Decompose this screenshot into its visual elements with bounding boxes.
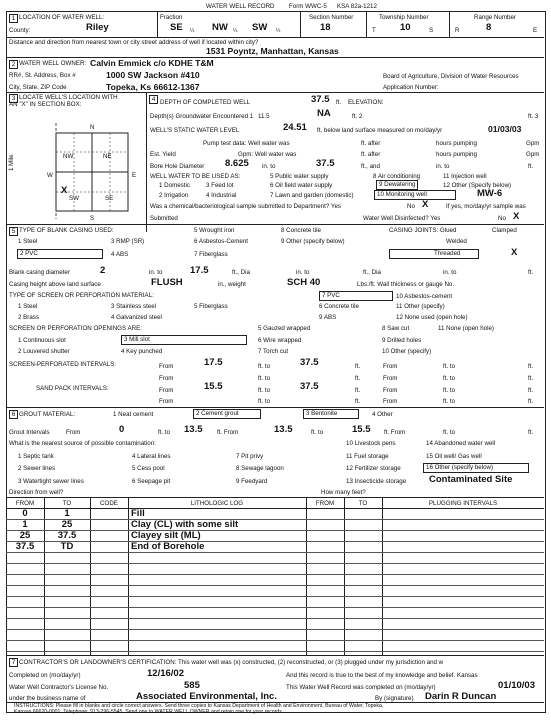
address-label: RR#, St. Address, Box # (9, 72, 76, 79)
log-column-divider (90, 497, 91, 655)
county-label: County: (9, 27, 31, 34)
well-id: MW-6 (477, 188, 503, 199)
north-label: N (90, 124, 95, 131)
grout-to-2: 15.5 (352, 424, 371, 435)
log-row-description: Clayey silt (ML) (131, 530, 201, 541)
section-7-number: 7 (9, 658, 18, 667)
pvc-screen-option[interactable]: 7 PVC (319, 291, 393, 301)
section-location-grid (22, 117, 140, 231)
log-column-divider (128, 497, 129, 655)
screen-material-label: TYPE OF SCREEN OR PERFORATION MATERIAL: (9, 292, 154, 299)
sand-from-1: 15.5 (204, 381, 223, 392)
dewatering-option[interactable]: 9 Dewatering (376, 180, 418, 190)
mile-label: 1 Mile (8, 154, 15, 171)
casing-to: 17.5 (190, 265, 209, 276)
section-3-number: 3 (9, 94, 18, 103)
log-row-divider (6, 618, 544, 619)
city-label: City, State, ZIP Code (9, 84, 67, 91)
signature: Darin R Duncan (425, 691, 497, 702)
sand-to-1: 37.5 (300, 381, 319, 392)
bore-value: 8.625 (225, 158, 249, 169)
owner-label: WATER WELL OWNER: (19, 60, 87, 67)
monitoring-well-option[interactable]: 10 Monitoring well (374, 190, 456, 200)
disinfected-no-mark: X (513, 211, 520, 222)
county-value: Riley (86, 22, 109, 33)
form-number: Form WWC-5 (289, 3, 327, 10)
log-row-from: 1 (22, 519, 28, 530)
section-1-number: 1 (9, 14, 18, 23)
log-header-lithologic: LITHOLOGIC LOG (190, 500, 244, 507)
contamination-value: Contaminated Site (429, 474, 513, 485)
grout-from-2: 13.5 (274, 424, 293, 435)
plug-header-to: TO (358, 500, 368, 507)
section-2-number: 2 (9, 60, 18, 69)
city-value: Topeka, Ks 66612-1367 (106, 82, 200, 92)
openings-label: SCREEN OR PERFORATION OPENINGS ARE: (9, 325, 142, 332)
well-location-mark: X (61, 185, 68, 196)
location-label: LOCATION OF WATER WELL: (19, 14, 105, 21)
section-number-value: 18 (320, 22, 331, 33)
south-label: S (90, 215, 95, 222)
township-label: Township Number (379, 14, 429, 21)
fraction-label: Fraction (160, 14, 183, 21)
log-column-divider (382, 497, 383, 655)
log-row-divider (6, 552, 544, 553)
log-header-to: TO (62, 500, 72, 507)
log-row-divider (6, 629, 544, 630)
other-contamination-option[interactable]: 16 Other (specify below) (423, 463, 529, 473)
section-6-number: 6 (9, 410, 18, 419)
casing-weight: SCH 40 (287, 277, 321, 288)
instructions-line-2: Kansas 66620-0001. Telephone: 913-296-5545. Send one to WATER WELL OWNER and retain one for your records. (14, 709, 284, 715)
mill-slot-option[interactable]: 3 Mill slot (121, 335, 247, 345)
address-value: 1000 SW Jackson #410 (106, 70, 200, 80)
form-title: WATER WELL RECORD (206, 3, 275, 10)
bore-label: Bore Hole Diameter (150, 163, 205, 170)
grout-to-1: 13.5 (184, 424, 203, 435)
log-row-to: 1 (64, 508, 70, 519)
grout-from-1: 0 (119, 424, 125, 435)
static-level-value: 24.51 (283, 122, 307, 133)
fraction-2: NW (212, 22, 228, 33)
casing-height: FLUSH (151, 277, 183, 288)
section-4-number: 4 (149, 95, 158, 104)
contamination-label: What is the nearest source of possible contamination: (9, 440, 156, 447)
log-row-divider (6, 596, 544, 597)
perf-to-1: 37.5 (300, 357, 319, 368)
township-value: 10 (400, 22, 411, 33)
chem-sample-no-mark: X (422, 199, 429, 210)
cement-grout-option[interactable]: 2 Cement grout (193, 409, 261, 419)
threaded-mark: X (511, 247, 518, 258)
sand-pack-label: SAND PACK INTERVALS: (36, 385, 109, 392)
distance-label: Distance and direction from nearest town or city street address of well if located within city? (9, 39, 259, 46)
record-completed-date: 01/10/03 (498, 680, 535, 691)
grout-intervals-label: Grout Intervals (9, 429, 50, 436)
fraction-3: SW (252, 22, 268, 33)
section-number-label: Section Number (309, 14, 354, 21)
log-header-from: FROM (15, 500, 35, 507)
log-column-divider (306, 497, 307, 655)
log-row-divider (6, 585, 544, 586)
bentonite-option[interactable]: 3 Bentonite (303, 409, 359, 419)
log-row-divider (6, 651, 544, 652)
log-column-divider (344, 497, 345, 655)
log-row-to: 25 (61, 519, 73, 530)
log-row-from: 37.5 (15, 541, 35, 552)
depth-label: DEPTH OF COMPLETED WELL (160, 99, 251, 106)
casing-label: TYPE OF BLANK CASING USED: (19, 227, 114, 234)
plug-header-intervals: PLUGGING INTERVALS (428, 500, 498, 507)
bore-to-value: 37.5 (316, 158, 335, 169)
static-level-label: WELL'S STATIC WATER LEVEL (150, 127, 240, 134)
groundwater-label: Depth(s) Groundwater Encountered 1 (150, 113, 254, 120)
log-row-from: 0 (22, 508, 28, 519)
pvc-casing-option[interactable]: 2 PVC (17, 249, 103, 259)
completed-date: 12/16/02 (147, 668, 184, 679)
log-row-description: Clay (CL) with some silt (131, 519, 239, 530)
uses-label: WELL WATER TO BE USED AS: (150, 173, 241, 180)
fraction-1: SE (170, 22, 183, 33)
section-5-number: 5 (9, 227, 18, 236)
east-label: E (132, 172, 137, 179)
well-record-form: WATER WELL RECORD Form WWC-5 KSA 82a-1212 1 LOCATION OF WATER WELL: County: Riley Fraction SE ¼ NW ¼ SW ¼ Section Number 18 Township Number T 10 S Range Number R 8 E Distance and direction from nearest town or city street address of well if located within city? 1531 Poyntz, Manhattan, Kansas 2 WATER WELL OWNER: Calvin Emmick c/o KDHE T&M RR#, St. Address, Box # 1000 SW Jackson #410 Board of Agriculture, Division of Water Resources City, State, ZIP Code Topeka, Ks 66612-1367 Application Number: 3 LOCATE WELL'S LOCATION WITH AN "X" IN SECTION BOX: N S W E NW NE SW SE X 1 Mile 4 DEPTH OF COMPLETED WELL 37.5 ft. ELEVATION: Depth(s) Groundwater Encountered 1 11.5 NA ft. 2 ft. 3 WELL'S STATIC WATER LEVEL 24.51 ft. below land surface measured on mo/day/yr 01/03/03 Pump test data: Well water was ft. after hours pumping Gpm Est. Yield Gpm: Well water was ft. after hours pumping Gpm Bore Hole Diameter 8.625 in. to 37.5 ft., and in. to ft. WELL WATER TO BE USED AS: 5 Public water supply 8 Air conditioning 11 Injection well 1 Domestic 3 Feed lot 6 Oil field water supply 9 Dewatering 12 Other (Specify below) 2 Irrigation 4 Industrial 7 Lawn and garden (domestic) 10 Monitoring well MW-6 Was a chemical/bacteriological sample submitted to Department? Yes No X If yes, mo/day/yr sample was Submitted Water Well Disinfected? Yes No X 5 TYPE OF BLANK CASING USED: 5 Wrought iron 8 Concrete tile CASING JOINTS: Glued Clamped 1 Steel 3 RMP (SR) 6 Asbestos-Cement 9 Other (specify below) Welded 2 PVC 4 ABS 7 Fiberglass Threaded X Blank casing diameter 2 in. to 17.5 ft., Dia in. to ft., Dia in. to ft. Casing height above land surface FLUSH in., weight SCH 40 Lbs./ft. Wall thickness or gauge No. TYPE OF SCREEN OR PERFORATION MATERIAL: 7 PVC 10 Asbestos-cement 1 Steel 3 Stainless steel 5 Fiberglass 6 Concrete tile 11 Other (specify) 2 Brass 4 Galvanized steel 9 ABS 12 None used (open hole) SCREEN OR PERFORATION OPENINGS ARE: 5 Gauzed wrapped 8 Saw cut 11 None (open hole) 1 Continuous slot 3 Mill slot 6 Wire wrapped 9 Drilled holes 2 Louvered shutter 4 Key punched 7 Torch cut 10 Other (specify) SCREEN-PERFORATED INTERVALS: From 17.5 ft. to 37.5 ft. From ft. to ft. From ft. to ft. From ft. to ft. SAND PACK INTERVALS: From 15.5 ft. to 37.5 ft. From ft. to ft. From ft. to ft. From ft. to ft. 6 GROUT MATERIAL: 1 Neat cement 2 Cement grout 3 Bentonite 4 Other Grout Intervals From 0 ft. to 13.5 ft. From 13.5 ft. to 15.5 ft. From ft. to ft. What is the nearest source of possible contamination: 10 Livestock pens 14 Abandoned water well 1 Septic tank 4 Lateral lines 7 Pit privy 11 Fuel storage 15 Oil well/ Gas well 2 Sewer lines 5 Cess pool 8 Sewage lagoon 12 Fertilizer storage 16 Other (specify below) 3 Watertight sewer lines 6 Seepage pit 9 Feedyard 13 Insecticide storage Contaminated Site Direction from well? How many feet? FROM TO CODE LITHOLOGIC LOG FROM TO PLUGGING INTERVALS 0 1 Fill 1 25 Clay (CL) with some silt 25 37.5 Clayey silt (ML) 37.5 TD End of Borehole 7 CONTRACTOR'S OR LANDOWNER'S CERTIFICATION: This water well was (x) constructed, (2) reconstructed, or (3) plugged under my jurisdiction and w Completed on (mo/day/yr) 12/16/02 And this record is true to the best of my knowledge and belief. Kansas Water Well Contractor's License No. 585 This Water Well Record was completed on (mo/day/yr) 01/10/03 under the business name of Associated Environmental, Inc. By (signature) Darin R Duncan INSTRUCTIONS: Please fill in blanks and circle correct answers. Send three copies to Kansas Department of Health and Environment, Bureau of Water, Topeka, Kansas 66620-0001. Telephone: 913-296-5545. Send one to WATER WELL OWNER and retain one for your records. (6, 3, 545, 721)
threaded-joint-option[interactable]: Threaded (389, 249, 479, 259)
log-row-divider (6, 640, 544, 641)
business-name: Associated Environmental, Inc. (136, 691, 277, 702)
log-row-divider (6, 574, 544, 575)
log-header-code: CODE (100, 500, 118, 507)
log-row-from: 25 (19, 530, 31, 541)
range-value: 8 (486, 22, 492, 33)
range-label: Range Number (474, 14, 516, 21)
west-label: W (47, 172, 53, 179)
casing-diameter: 2 (100, 265, 106, 276)
plug-header-from: FROM (315, 500, 335, 507)
depth-value: 37.5 (311, 94, 330, 105)
static-level-date: 01/03/03 (488, 124, 522, 134)
grout-material-label: GROUT MATERIAL: (19, 411, 76, 418)
log-row-description: End of Borehole (131, 541, 205, 552)
application-label: Application Number: (383, 84, 439, 91)
certification-text: CONTRACTOR'S OR LANDOWNER'S CERTIFICATION: This water well was (x) constructed, (2) reconstructed, or (3) plugged under my jurisdiction and w (19, 659, 444, 666)
log-row-divider (6, 563, 544, 564)
distance-value: 1531 Poyntz, Manhattan, Kansas (206, 46, 339, 56)
log-row-to: TD (60, 541, 74, 552)
instructions-line-1: INSTRUCTIONS: Please fill in blanks and circle correct answers. Send three copies to Kansas Department of Health and Environment, Bureau of Water, Topeka, (14, 703, 384, 709)
elevation-label: ELEVATION: (348, 99, 384, 106)
groundwater-1: 11.5 (258, 113, 270, 120)
log-row-divider (6, 607, 544, 608)
license-number: 585 (184, 680, 200, 691)
perf-from-1: 17.5 (204, 357, 223, 368)
board-label: Board of Agriculture, Division of Water Resources (383, 73, 519, 80)
log-row-description: Fill (131, 508, 145, 519)
perforated-intervals-label: SCREEN-PERFORATED INTERVALS: (9, 361, 116, 368)
groundwater-2: NA (317, 108, 331, 119)
ksa-reference: KSA 82a-1212 (337, 3, 377, 10)
owner-value: Calvin Emmick c/o KDHE T&M (90, 58, 214, 68)
log-row-to: 37.5 (57, 530, 77, 541)
